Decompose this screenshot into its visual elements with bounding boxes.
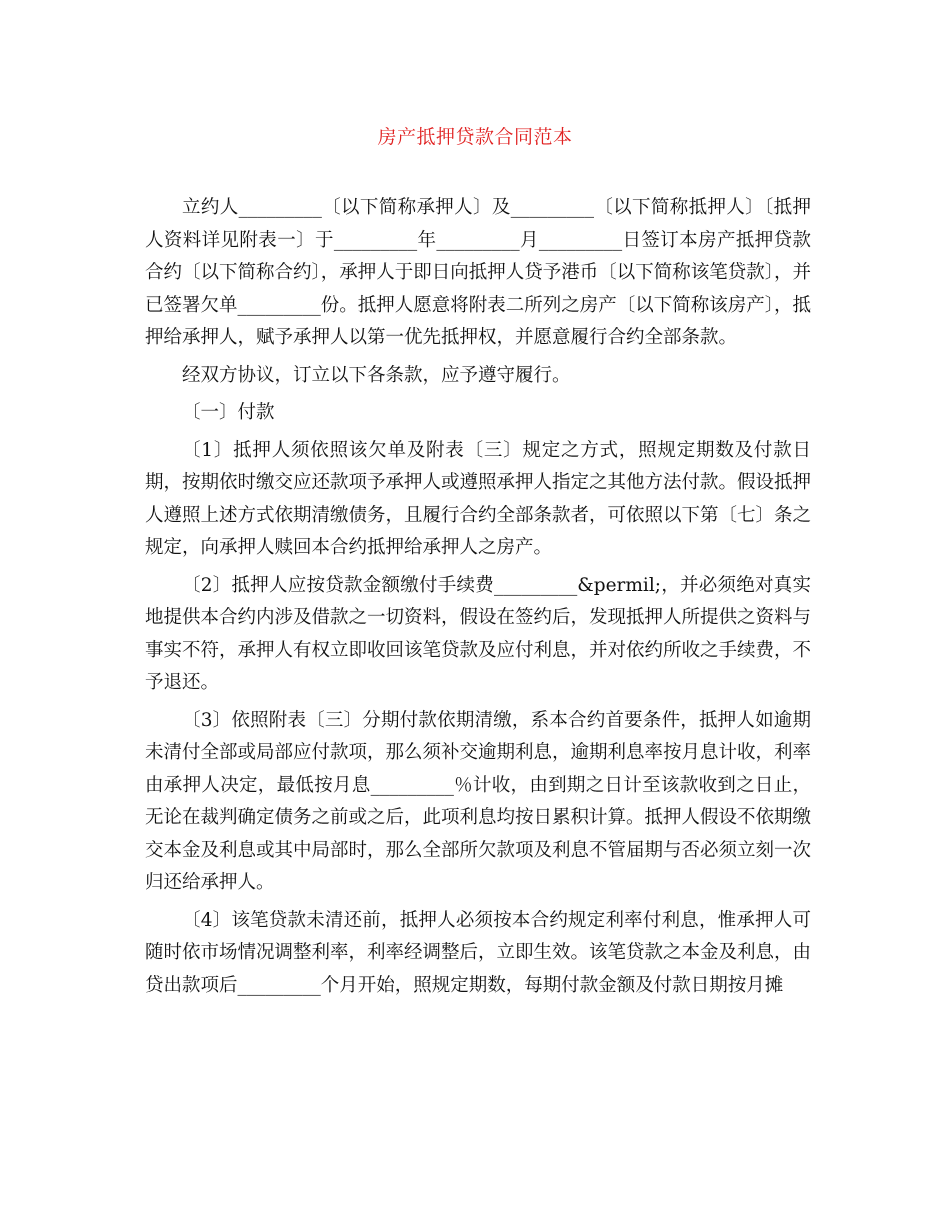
paragraph-agreement: 经双方协议，订立以下各条款，应予遵守履行。 — [182, 364, 571, 386]
paragraph-preamble: 立约人_________〔以下简称承押人〕及_________〔以下简称抵押人〕〔抵押人资料详见附表一〕于_________年_________月_________日签订本房产抵押贷款合约〔以下简称合约〕，承押人于即日向抵押人贷予港币〔以下简称该笔贷款〕，并已签署欠单_________份。抵押人愿意将附表二所列之房产〔以下简称该房产〕，抵押给承押人，赋予承押人以第一优先抵押权，并愿意履行合约全部条款。 — [145, 197, 812, 348]
section-heading-payment: 〔一〕付款 — [182, 402, 275, 423]
clause-1: 〔1〕抵押人须依照该欠单及附表〔三〕规定之方式，照规定期数及付款日期，按期依时缴交应还款项予承押人或遵照承押人指定之其他方法付款。假设抵押人遵照上述方式依期清缴债务，且履行合约全部条款者，可依照以下第〔七〕条之规定，向承押人赎回本合约抵押给承押人之房产。 — [145, 439, 812, 558]
clause-4: 〔4〕该笔贷款未清还前，抵押人必须按本合约规定利率付利息，惟承押人可随时依市场情况调整利率，利率经调整后，立即生效。该笔贷款之本金及利息，由贷出款项后_________个月开始，照规定期数，每期付款金额及付款日期按月摊 — [145, 909, 812, 996]
clause-3: 〔3〕依照附表〔三〕分期付款依期清缴，系本合约首要条件，抵押人如逾期未清付全部或局部应付款项，那么须补交逾期利息，逾期利息率按月息计收，利率由承押人决定，最低按月息_________％计收，由到期之日计至该款收到之日止，无论在裁判确定债务之前或之后，此项利息均按日累积计算。抵押人假设不依期缴交本金及利息或其中局部时，那么全部所欠款项及利息不管届期与否必须立刻一次归还给承押人。 — [145, 709, 812, 893]
clause-2: 〔2〕抵押人应按贷款金额缴付手续费_________&permil;，并必须绝对真实地提供本合约内涉及借款之一切资料，假设在签约后，发现抵押人所提供之资料与事实不符，承押人有权立即收回该笔贷款及应付利息，并对依约所收之手续费，不予退还。 — [145, 574, 812, 693]
contract-body — [145, 192, 811, 1007]
page-title: 房产抵押贷款合同范本 — [377, 126, 573, 148]
